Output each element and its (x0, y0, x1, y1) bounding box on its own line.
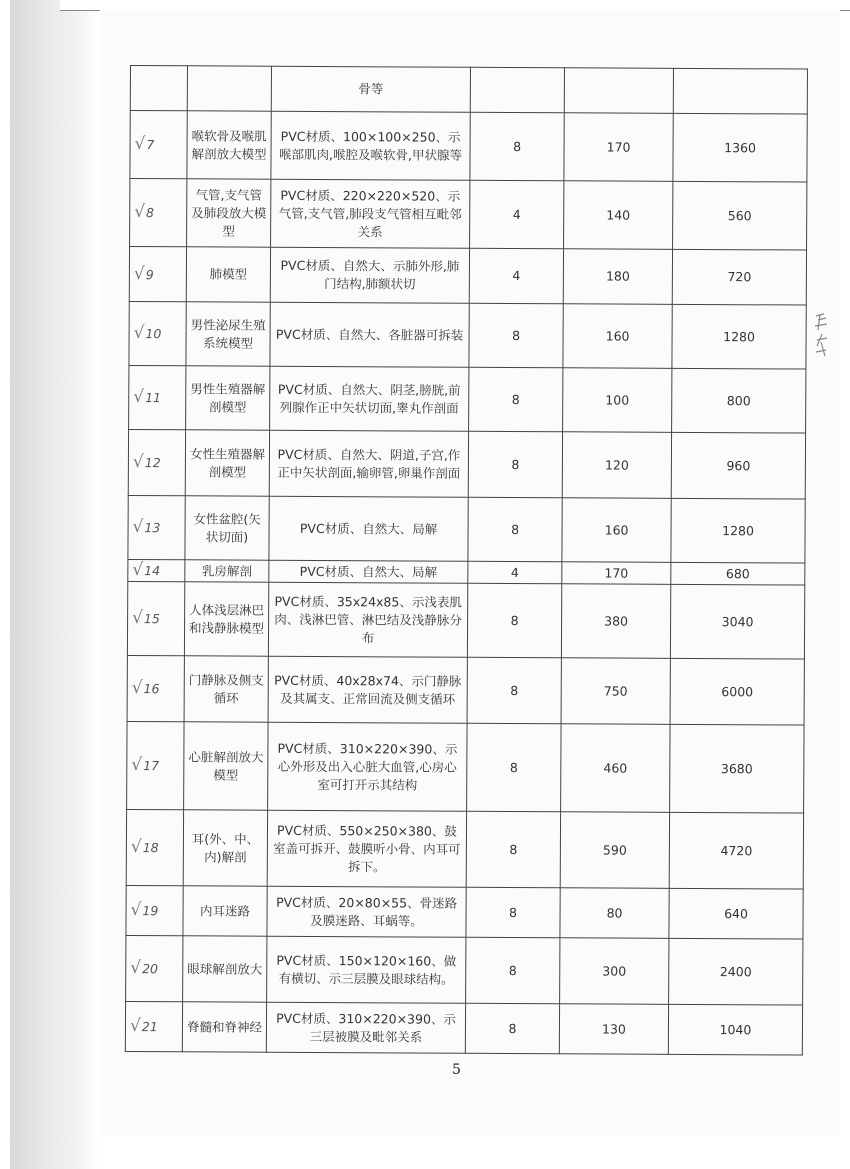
item-name (184, 582, 268, 656)
quantity (467, 657, 561, 723)
unit-price (564, 181, 673, 250)
unit-price (563, 368, 672, 433)
quantity (468, 497, 562, 561)
unit-price (560, 812, 669, 889)
total-price-text: 3040 (721, 613, 754, 629)
checkmark-icon: √ (129, 1016, 141, 1037)
unit-price-text: 300 (602, 962, 627, 979)
table-row (126, 809, 803, 889)
row-number (128, 559, 185, 581)
item-description-text: PVC材质、自然大、局解 (299, 520, 438, 537)
handwritten-mark-icon (812, 312, 830, 367)
unit-price-text: 100 (605, 391, 630, 408)
checkmark-icon: √ (130, 900, 142, 921)
item-description-text: PVC材质、20×80×55、骨迷路及膜迷路、耳蜗等。 (276, 894, 458, 929)
checkmark-icon: √ (133, 323, 145, 344)
table-row (127, 581, 804, 659)
item-description (270, 247, 469, 303)
item-name-text: 男性泌尿生殖系统模型 (190, 316, 266, 351)
unit-price (562, 562, 671, 585)
unit-price-text: 750 (603, 682, 628, 699)
checkmark-icon: √ (131, 678, 143, 699)
item-description-text: PVC材质、自然大、阴道,子宫,作正中矢状剖面,输卵管,卵巢作剖面 (277, 446, 461, 481)
total-price-text: 3680 (720, 760, 753, 776)
total-price-text: 800 (726, 392, 751, 408)
table-row (128, 429, 805, 499)
unit-price (559, 1004, 668, 1055)
item-description (269, 560, 468, 583)
table-row (128, 495, 805, 563)
quantity (467, 583, 561, 657)
table-row (130, 179, 807, 251)
item-description (270, 366, 469, 431)
total-price (672, 249, 806, 305)
item-name (183, 810, 267, 886)
row-number-text: 14 (144, 563, 161, 579)
total-price-text: 1280 (723, 328, 756, 344)
table-row (127, 721, 804, 813)
item-description-text: PVC材质、150×120×160、做有横切、示三层膜及眼球结构。 (276, 952, 457, 987)
quantity (470, 180, 564, 248)
unit-price (561, 724, 670, 813)
checkmark-icon: √ (134, 202, 146, 223)
item-description-text: PVC材质、220×220×520、示气管,支气管,肺段支气管相互毗邻关系 (278, 187, 462, 239)
item-name (183, 936, 267, 1002)
item-description-text: PVC材质、自然大、局解 (299, 563, 438, 580)
item-name-text: 肺模型 (209, 266, 248, 282)
quantity-text: 4 (512, 206, 521, 222)
total-price-text: 720 (727, 269, 752, 285)
quantity-text: 4 (510, 564, 519, 580)
item-name-text: 脊髓和脊神经 (186, 1018, 263, 1035)
quantity (469, 367, 563, 431)
total-price (673, 181, 807, 250)
table-row (129, 247, 806, 306)
item-name-text: 心脏解剖放大模型 (188, 748, 264, 783)
unit-price (562, 498, 671, 563)
item-description (267, 810, 466, 887)
quantity-text: 8 (510, 682, 519, 698)
row-number-text: 15 (143, 611, 160, 627)
quantity (469, 303, 563, 367)
row-number (130, 179, 187, 247)
binding-shadow (10, 0, 100, 1169)
item-description (267, 886, 466, 937)
item-name-text: 耳(外、中、内)解剖 (191, 830, 260, 865)
total-price (673, 68, 807, 114)
row-number (129, 365, 186, 429)
checkmark-icon: √ (130, 958, 142, 979)
item-description (271, 179, 470, 248)
item-name-text: 内耳迷路 (200, 902, 251, 919)
row-number-text: 19 (142, 903, 159, 919)
item-name (184, 722, 268, 810)
row-number (126, 885, 183, 935)
item-description-text: PVC材质、35x24x85、示浅表肌肉、浅淋巴管、淋巴结及浅静脉分布 (274, 593, 462, 645)
unit-price-text: 170 (606, 138, 631, 155)
table-row (130, 66, 807, 115)
item-description-text: PVC材质、310×220×390、示三层被膜及毗邻关系 (276, 1010, 456, 1045)
row-number (125, 1001, 182, 1051)
row-number (130, 66, 187, 111)
row-number-text: 7 (146, 137, 155, 153)
quantity-text: 8 (509, 759, 518, 775)
total-price (668, 1004, 802, 1055)
item-name-text: 女性盆腔(矢状切面) (193, 510, 261, 545)
item-description-text: PVC材质、40x28x74、示门静脉及其属支、正常回流及侧支循环 (274, 672, 462, 707)
quantity (466, 937, 560, 1003)
quantity (469, 248, 563, 303)
quantity-text: 8 (511, 521, 520, 537)
row-number (127, 581, 184, 655)
row-number-text: 21 (141, 1019, 158, 1035)
unit-price-text: 140 (606, 206, 631, 223)
row-number (127, 721, 184, 809)
row-number-text: 18 (142, 840, 159, 856)
checkmark-icon: √ (132, 517, 144, 538)
handwritten-margin-mark (812, 312, 830, 367)
total-price-text: 560 (727, 207, 752, 223)
row-number-text: 11 (145, 390, 162, 406)
checkmark-icon: √ (133, 387, 145, 408)
unit-price (563, 249, 672, 305)
unit-price (561, 584, 670, 659)
row-number (130, 111, 187, 179)
total-price-text: 1360 (724, 139, 757, 155)
item-name-text: 人体浅层淋巴和浅静脉模型 (189, 601, 265, 636)
total-price (670, 584, 804, 659)
unit-price-text: 590 (602, 841, 627, 858)
row-number-text: 13 (144, 520, 161, 536)
item-name (185, 430, 269, 496)
item-name-text: 男性生殖器解剖模型 (190, 380, 266, 415)
equipment-table (125, 65, 808, 1056)
row-number (126, 809, 183, 885)
quantity-text: 8 (511, 456, 520, 472)
checkmark-icon: √ (132, 560, 144, 581)
checkmark-icon: √ (133, 263, 145, 284)
total-price (670, 724, 804, 813)
total-price (672, 368, 806, 433)
item-description-text: PVC材质、自然大、示肺外形,肺门结构,肺额状切 (280, 257, 460, 292)
row-number (126, 935, 183, 1001)
unit-price-text: 460 (603, 759, 628, 776)
item-description (268, 582, 467, 657)
item-name-text: 门静脉及侧支循环 (188, 671, 264, 706)
item-name (183, 886, 267, 936)
item-name (185, 560, 269, 582)
quantity (466, 887, 560, 937)
row-number-text: 9 (145, 266, 154, 282)
total-price (669, 812, 803, 889)
total-price (669, 888, 803, 939)
checkmark-icon: √ (130, 837, 142, 858)
quantity-text: 8 (510, 612, 519, 628)
total-price (672, 304, 806, 369)
item-name (185, 496, 269, 560)
quantity-text: 8 (509, 904, 518, 920)
row-number (128, 495, 185, 559)
item-name-text: 喉软骨及喉肌解剖放大模型 (191, 127, 267, 162)
table-row (126, 885, 803, 939)
quantity-text: 8 (512, 327, 521, 343)
quantity-text: 4 (512, 268, 521, 284)
item-description-text: PVC材质、310×220×390、示心外形及出入心脏大血管,心房心室可打开示其结构 (277, 740, 458, 793)
quantity-text: 8 (508, 1020, 517, 1036)
total-price (671, 432, 805, 499)
total-price (673, 113, 807, 182)
quantity (465, 1003, 559, 1053)
quantity-text: 8 (511, 391, 520, 407)
unit-price (563, 304, 672, 369)
item-name (187, 111, 271, 179)
total-price-text: 2400 (719, 963, 752, 979)
checkmark-icon: √ (132, 452, 144, 473)
row-number-text: 16 (143, 681, 160, 697)
quantity (470, 112, 564, 180)
item-name-text: 乳房解剖 (201, 562, 252, 579)
unit-price-text: 180 (605, 268, 630, 284)
item-description-text: PVC材质、自然大、各脏器可拆装 (275, 326, 464, 343)
row-number (129, 247, 186, 302)
quantity (467, 723, 561, 811)
item-description-text: PVC材质、自然大、阴茎,膀胱,前列腺作正中矢状切面,睾丸作剖面 (277, 381, 461, 416)
item-description (267, 936, 466, 1003)
row-number (128, 429, 185, 495)
total-price-text: 680 (725, 565, 750, 581)
item-description (268, 656, 467, 723)
unit-price-text: 170 (604, 564, 629, 581)
item-name (182, 1002, 266, 1052)
table-row (125, 1001, 802, 1055)
total-price (669, 938, 803, 1005)
total-price-text: 4720 (720, 842, 753, 858)
total-price-text: 1040 (719, 1021, 752, 1037)
checkmark-icon: √ (134, 134, 146, 155)
page-number: 5 (452, 1062, 461, 1078)
unit-price (564, 113, 673, 182)
unit-price-text: 120 (604, 456, 629, 473)
table-row (126, 935, 803, 1005)
row-number (129, 301, 186, 365)
item-description (271, 111, 470, 180)
total-price-text: 640 (724, 905, 749, 921)
unit-price-text: 380 (604, 612, 629, 629)
item-name (187, 66, 271, 111)
quantity-text: 8 (508, 962, 517, 978)
item-description (270, 302, 469, 367)
unit-price (564, 68, 673, 114)
checkmark-icon: √ (131, 755, 143, 776)
table-row (127, 655, 804, 725)
total-price (671, 562, 805, 585)
table-row (129, 365, 806, 433)
unit-price-text: 130 (601, 1020, 626, 1037)
unit-price (561, 658, 670, 725)
item-name (184, 656, 268, 722)
item-name (186, 366, 270, 430)
total-price-text: 6000 (721, 683, 754, 699)
unit-price-text: 80 (606, 905, 623, 921)
unit-price (562, 432, 671, 499)
quantity (468, 561, 562, 583)
checkmark-icon: √ (132, 608, 144, 629)
quantity (466, 811, 560, 887)
row-number-text: 20 (142, 961, 159, 977)
unit-price (560, 938, 669, 1005)
item-description (269, 430, 468, 497)
item-name (187, 179, 271, 247)
unit-price-text: 160 (605, 327, 630, 344)
row-number-text: 17 (143, 758, 160, 774)
quantity-text: 8 (513, 138, 522, 154)
quantity (470, 67, 564, 112)
unit-price-text: 160 (604, 521, 629, 538)
row-number (127, 655, 184, 721)
item-name-text: 眼球解剖放大 (187, 960, 263, 977)
item-description (271, 66, 470, 112)
item-description (268, 722, 467, 811)
row-number-text: 12 (144, 455, 161, 471)
unit-price (560, 888, 669, 939)
row-number-text: 10 (145, 326, 162, 342)
total-price-text: 1280 (722, 522, 755, 538)
item-name-text: 气管,支气管及肺段放大模型 (191, 186, 267, 239)
table-row (130, 111, 807, 183)
item-description (269, 496, 468, 561)
table-row (129, 301, 806, 369)
item-description-text: 骨等 (358, 81, 384, 97)
quantity-text: 8 (509, 841, 518, 857)
item-description-text: PVC材质、100×100×250、示喉部肌肉,喉腔及喉软骨,甲状腺等 (279, 128, 463, 163)
total-price-text: 960 (726, 457, 751, 473)
total-price (670, 658, 804, 725)
item-name (186, 302, 270, 366)
item-name-text: 女性生殖器解剖模型 (189, 445, 266, 480)
quantity (468, 431, 562, 497)
table-body (125, 66, 807, 1056)
row-number-text: 8 (146, 205, 155, 221)
total-price (671, 498, 805, 563)
item-name (186, 247, 270, 302)
item-description-text: PVC材质、550×250×380、鼓室盖可拆开、鼓膜听小骨、内耳可拆下。 (273, 822, 461, 874)
item-description (266, 1002, 465, 1053)
